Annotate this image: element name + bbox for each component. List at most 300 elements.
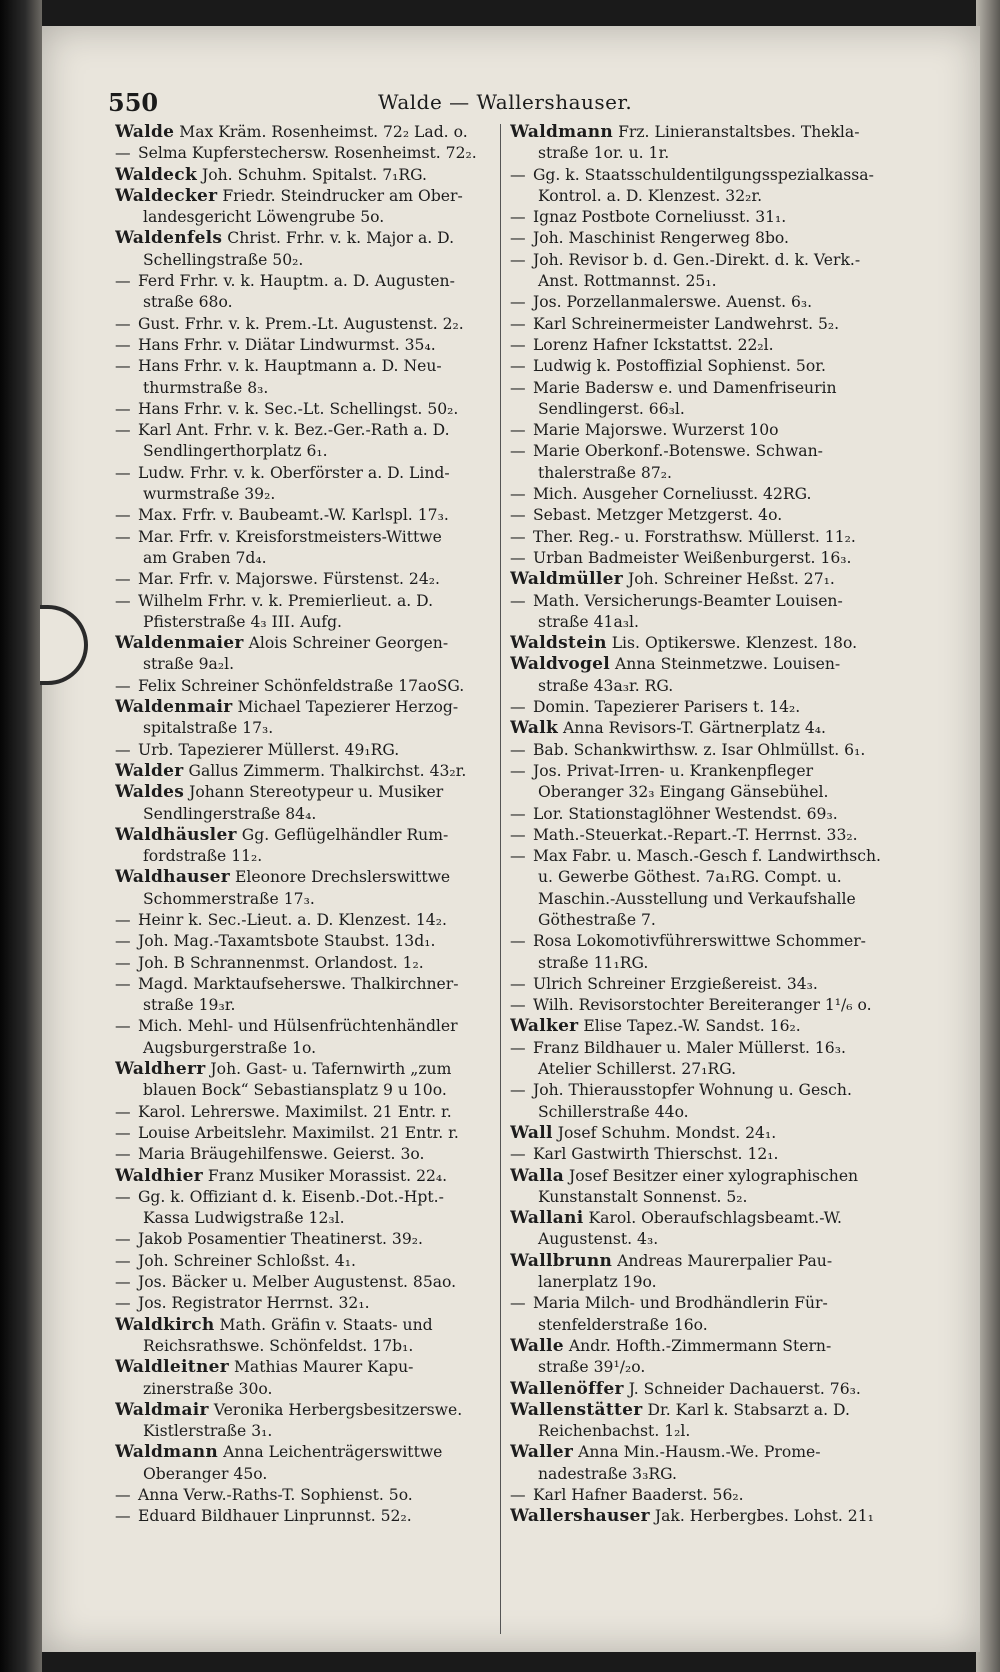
entry-text: Karl Gastwirth Thierschst. 12₁.	[528, 1145, 779, 1164]
entry-surname: Walder	[115, 760, 184, 781]
entry-text: Max Kräm. Rosenheimst. 72₂ Lad. o.	[174, 123, 468, 141]
entry-text: Ther. Reg.- u. Forstrathsw. Müllerst. 11₂.	[528, 527, 856, 546]
entry-text: Domin. Tapezierer Parisers t. 14₂.	[528, 698, 801, 717]
entry-dash: —	[510, 932, 526, 951]
directory-entry	[510, 1464, 888, 1485]
entry-text: Bab. Schankwirthsw. z. Isar Ohlmüllst. 6₁.	[528, 740, 866, 759]
entry-surname: Wall	[510, 1122, 553, 1143]
directory-entry	[510, 378, 888, 399]
entry-text: Johann Stereotypeur u. Musiker	[184, 783, 444, 802]
directory-entry	[510, 1187, 888, 1208]
directory-entry	[510, 165, 888, 186]
directory-entry	[115, 633, 495, 654]
directory-entry	[115, 782, 495, 803]
directory-entry	[115, 1421, 495, 1442]
entry-text: Heinr k. Sec.-Lieut. a. D. Klenzest. 14₂.	[133, 910, 447, 929]
directory-entry	[510, 143, 888, 164]
entry-surname: Waldherr	[115, 1059, 206, 1080]
entry-text: Ludwig k. Postoffizial Sophienst. 5or.	[528, 357, 826, 376]
entry-text: Anna Leichenträgerswittwe	[218, 1443, 443, 1462]
entry-dash: —	[115, 676, 131, 695]
directory-entry	[510, 995, 888, 1016]
entry-dash: —	[510, 421, 526, 440]
entry-dash: —	[115, 953, 131, 972]
directory-entry	[115, 1379, 495, 1400]
entry-text: Joh. Revisor b. d. Gen.-Direkt. d. k. Verk.-	[528, 250, 861, 269]
entry-surname: Waldhäusler	[115, 824, 237, 845]
entry-surname: Waldstein	[510, 633, 607, 654]
entry-dash: —	[115, 527, 131, 546]
directory-entry	[115, 271, 495, 292]
entry-text: Jak. Herbergbes. Lohst. 21₁	[649, 1507, 874, 1526]
directory-entry	[115, 889, 495, 910]
entry-text: thalerstraße 87₂.	[538, 463, 672, 482]
entry-text: Jos. Bäcker u. Melber Augustenst. 85ao.	[133, 1273, 457, 1292]
entry-text: Schillerstraße 44o.	[538, 1102, 689, 1121]
directory-entry	[510, 569, 888, 590]
directory-entry	[115, 1272, 495, 1293]
directory-entry	[510, 250, 888, 271]
entry-text: straße 9a₂l.	[143, 655, 235, 674]
entry-text: Reichenbachst. 1₂l.	[538, 1422, 691, 1441]
directory-entry	[510, 804, 888, 825]
directory-entry	[115, 1187, 495, 1208]
directory-entry	[115, 1059, 495, 1080]
directory-entry	[115, 761, 495, 782]
entry-surname: Waldhauser	[115, 867, 231, 888]
directory-entry	[510, 825, 888, 846]
directory-entry	[115, 676, 495, 697]
entry-text: Joh. Maschinist Rengerweg 8bo.	[528, 229, 790, 248]
directory-entry	[510, 441, 888, 462]
entry-text: straße 39¹/₂o.	[538, 1358, 646, 1377]
entry-text: Joh. B Schrannenmst. Orlandost. 1₂.	[133, 953, 424, 972]
entry-dash: —	[510, 165, 526, 184]
entry-surname: Waldmair	[115, 1399, 209, 1420]
entry-dash: —	[510, 208, 526, 227]
directory-entry	[115, 505, 495, 526]
entry-text: Anna Revisors-T. Gärtnerplatz 4₄.	[558, 719, 827, 738]
directory-entry	[510, 910, 888, 931]
directory-entry	[510, 740, 888, 761]
entry-text: straße 11₁RG.	[538, 953, 649, 972]
entry-text: Franz Bildhauer u. Maler Müllerst. 16₃.	[528, 1038, 846, 1057]
entry-dash: —	[510, 825, 526, 844]
entry-text: zinerstraße 30o.	[143, 1379, 273, 1398]
entry-surname: Wallershauser	[510, 1506, 650, 1527]
entry-dash: —	[115, 314, 131, 333]
entry-text: Jos. Porzellanmalerswe. Auenst. 6₃.	[528, 293, 813, 312]
entry-text: Anst. Rottmannst. 25₁.	[538, 272, 717, 291]
entry-text: Michael Tapezierer Herzog-	[232, 698, 459, 717]
entry-text: Karol. Oberaufschlagsbeamt.-W.	[583, 1209, 842, 1228]
entry-text: Maria Milch- und Brodhändlerin Für-	[528, 1294, 828, 1313]
directory-entry	[510, 335, 888, 356]
directory-entry	[115, 1208, 495, 1229]
directory-entry	[510, 207, 888, 228]
entry-dash: —	[115, 1486, 131, 1504]
entry-dash: —	[115, 932, 131, 951]
book-binding-shadow	[0, 0, 42, 1672]
entry-surname: Waldecker	[115, 185, 218, 206]
directory-entry	[115, 1315, 495, 1336]
directory-entry	[115, 441, 495, 462]
directory-entry	[510, 654, 888, 675]
directory-entry	[510, 463, 888, 484]
entry-text: Ignaz Postbote Corneliusst. 31₁.	[528, 208, 787, 227]
entry-text: Gg. k. Offiziant d. k. Eisenb.-Dot.-Hpt.-	[133, 1187, 444, 1206]
entry-text: Frz. Linieranstaltsbes. Thekla-	[613, 123, 860, 141]
entry-text: nadestraße 3₃RG.	[538, 1464, 677, 1483]
directory-entry	[115, 1166, 495, 1187]
entry-text: Wilhelm Frhr. v. k. Premierlieut. a. D.	[133, 591, 434, 610]
directory-entry	[510, 1272, 888, 1293]
directory-entry	[510, 505, 888, 526]
entry-dash: —	[510, 591, 526, 610]
directory-entry	[115, 825, 495, 846]
directory-entry	[510, 1016, 888, 1037]
entry-text: Mar. Frfr. v. Majorswe. Fürstenst. 24₂.	[133, 570, 440, 589]
directory-entry	[510, 228, 888, 249]
entry-text: fordstraße 11₂.	[143, 847, 263, 866]
directory-entry	[115, 335, 495, 356]
entry-text: Friedr. Steindrucker am Ober-	[217, 186, 463, 205]
directory-entry	[115, 1038, 495, 1059]
entry-dash: —	[115, 1017, 131, 1036]
directory-entry	[115, 995, 495, 1016]
entry-text: Lor. Stationstaglöhner Westendst. 69₃.	[528, 804, 838, 823]
entry-text: Gust. Frhr. v. k. Prem.-Lt. Augustenst. 2₂.	[133, 314, 464, 333]
entry-dash: —	[510, 698, 526, 717]
entry-text: Oberanger 45o.	[143, 1464, 268, 1483]
directory-entry	[510, 697, 888, 718]
entry-text: Jos. Registrator Herrnst. 32₁.	[133, 1294, 370, 1313]
directory-entry	[115, 718, 495, 739]
entry-text: Kunstanstalt Sonnenst. 5₂.	[538, 1187, 748, 1206]
directory-entry	[115, 697, 495, 718]
entry-dash: —	[115, 357, 131, 376]
entry-text: Math. Gräfin v. Staats- und	[214, 1315, 433, 1334]
entry-text: am Graben 7d₄.	[143, 548, 267, 567]
entry-dash: —	[115, 1187, 131, 1206]
entry-surname: Waldmann	[510, 122, 614, 142]
entry-surname: Waldenmair	[115, 697, 233, 718]
directory-entry	[510, 1144, 888, 1165]
directory-entry	[510, 527, 888, 548]
directory-entry	[510, 761, 888, 782]
directory-entry	[115, 165, 495, 186]
entry-text: Alois Schreiner Georgen-	[243, 634, 449, 653]
entry-text: Augsburgerstraße 1o.	[143, 1038, 317, 1057]
left-column	[115, 122, 495, 1528]
entry-dash: —	[115, 740, 131, 759]
directory-entry	[510, 1442, 888, 1463]
entry-dash: —	[510, 804, 526, 823]
directory-entry	[115, 399, 495, 420]
entry-dash: —	[510, 378, 526, 397]
directory-entry	[510, 314, 888, 335]
page-number: 550	[108, 88, 159, 117]
directory-entry	[510, 974, 888, 995]
entry-text: Hans Frhr. v. Diätar Lindwurmst. 35₄.	[133, 335, 436, 354]
directory-entry	[510, 1336, 888, 1357]
entry-text: Kistlerstraße 3₁.	[143, 1422, 273, 1441]
entry-dash: —	[510, 442, 526, 461]
directory-entry	[510, 1166, 888, 1187]
entry-text: Joh. Thierausstopfer Wohnung u. Gesch.	[528, 1081, 852, 1100]
entry-text: J. Schneider Dachauerst. 76₃.	[623, 1379, 861, 1398]
directory-entry	[510, 1400, 888, 1421]
entry-text: Mar. Frfr. v. Kreisforstmeisters-Wittwe	[133, 527, 442, 546]
entry-surname: Waldeck	[115, 164, 198, 185]
page-header	[108, 88, 948, 122]
entry-text: Ferd Frhr. v. k. Hauptm. a. D. Augusten-	[133, 272, 455, 291]
entry-dash: —	[115, 1123, 131, 1142]
entry-text: Franz Musiker Morassist. 22₄.	[202, 1166, 448, 1185]
entry-text: Sendlingerstraße 84₄.	[143, 804, 317, 823]
entry-surname: Wallbrunn	[510, 1250, 613, 1271]
entry-dash: —	[115, 463, 131, 482]
entry-text: Augustenst. 4₃.	[538, 1230, 659, 1249]
directory-entry	[510, 782, 888, 803]
entry-text: Kassa Ludwigstraße 12₃l.	[143, 1209, 345, 1228]
entry-dash: —	[510, 847, 526, 866]
entry-dash: —	[115, 570, 131, 589]
entry-dash: —	[115, 1145, 131, 1164]
entry-text: Göthestraße 7.	[538, 910, 656, 929]
entry-text: Marie Majorswe. Wurzerst 10o	[528, 421, 779, 440]
entry-dash: —	[115, 1507, 131, 1526]
entry-dash: —	[510, 974, 526, 993]
entry-text: Mich. Mehl- und Hülsenfrüchtenhändler	[133, 1017, 458, 1036]
directory-entry	[510, 676, 888, 697]
entry-dash: —	[510, 1145, 526, 1164]
entry-surname: Waldenfels	[115, 228, 223, 249]
entry-dash: —	[510, 314, 526, 333]
directory-entry	[510, 1251, 888, 1272]
entry-text: Urban Badmeister Weißenburgerst. 16₃.	[528, 548, 852, 567]
directory-entry	[115, 484, 495, 505]
entry-text: Sendlingerst. 66₃l.	[538, 399, 685, 418]
directory-entry	[510, 399, 888, 420]
entry-text: Veronika Herbergsbesitzerswe.	[208, 1400, 463, 1419]
directory-entry	[115, 548, 495, 569]
directory-entry	[115, 420, 495, 441]
entry-text: Schellingstraße 50₂.	[143, 250, 304, 269]
entry-text: Joh. Schreiner Heßst. 27₁.	[623, 570, 835, 589]
right-column	[510, 122, 888, 1528]
directory-entry	[510, 271, 888, 292]
entry-text: Kontrol. a. D. Klenzest. 32₂r.	[538, 186, 763, 205]
directory-entry	[510, 1059, 888, 1080]
entry-text: Hans Frhr. v. k. Sec.-Lt. Schellingst. 50₂.	[133, 399, 459, 418]
entry-text: Joh. Schuhm. Spitalst. 7₁RG.	[197, 165, 427, 184]
directory-entry	[115, 953, 495, 974]
entry-text: Karl Schreinermeister Landwehrst. 5₂.	[528, 314, 840, 333]
directory-entry	[115, 1080, 495, 1101]
entry-text: Felix Schreiner Schönfeldstraße 17aoSG.	[133, 676, 465, 695]
entry-dash: —	[510, 527, 526, 546]
directory-entry	[115, 463, 495, 484]
entry-dash: —	[115, 144, 131, 163]
entry-text: Selma Kupferstechersw. Rosenheimst. 72₂.	[133, 144, 477, 163]
entry-dash: —	[510, 740, 526, 759]
entry-surname: Waldvogel	[510, 654, 611, 675]
entry-text: Eleonore Drechslerswittwe	[230, 868, 451, 887]
entry-dash: —	[115, 506, 131, 525]
directory-entry	[115, 1251, 495, 1272]
entry-surname: Waldhier	[115, 1165, 203, 1186]
entry-dash: —	[115, 1102, 131, 1121]
entry-text: Lorenz Hafner Ickstattst. 22₂l.	[528, 335, 774, 354]
entry-text: Sendlingerthorplatz 6₁.	[143, 442, 328, 461]
entry-surname: Waller	[510, 1442, 574, 1463]
entry-dash: —	[510, 1081, 526, 1100]
entry-surname: Wallani	[510, 1208, 584, 1229]
entry-dash: —	[510, 506, 526, 525]
directory-entry	[510, 1293, 888, 1314]
entry-dash: —	[115, 335, 131, 354]
directory-entry	[115, 314, 495, 335]
entry-text: Ulrich Schreiner Erzgießereist. 34₃.	[528, 974, 818, 993]
directory-entry	[115, 122, 495, 143]
entry-text: u. Gewerbe Göthest. 7a₁RG. Compt. u.	[538, 868, 842, 887]
entry-text: Anna Verw.-Raths-T. Sophienst. 5o.	[133, 1486, 413, 1504]
directory-entry	[510, 1315, 888, 1336]
directory-entry	[510, 548, 888, 569]
entry-text: wurmstraße 39₂.	[143, 485, 276, 504]
entry-dash: —	[510, 761, 526, 780]
directory-entry	[510, 186, 888, 207]
entry-text: Hans Frhr. v. k. Hauptmann a. D. Neu-	[133, 357, 442, 376]
directory-entry	[115, 974, 495, 995]
directory-entry	[115, 1123, 495, 1144]
entry-text: Sebast. Metzger Metzgerst. 4o.	[528, 506, 783, 525]
directory-entry	[115, 143, 495, 164]
entry-dash: —	[510, 1486, 526, 1504]
directory-entry	[115, 804, 495, 825]
entry-text: Marie Badersw e. und Damenfriseurin	[528, 378, 837, 397]
directory-entry	[510, 1421, 888, 1442]
directory-entry	[115, 846, 495, 867]
entry-surname: Walde	[115, 122, 175, 142]
directory-entry	[115, 1464, 495, 1485]
directory-entry	[115, 1442, 495, 1463]
entry-text: Dr. Karl k. Stabsarzt a. D.	[642, 1400, 850, 1419]
directory-entry	[115, 569, 495, 590]
entry-text: stenfelderstraße 16o.	[538, 1315, 708, 1334]
entry-text: Joh. Mag.-Taxamtsbote Staubst. 13d₁.	[133, 932, 436, 951]
directory-entry	[510, 1357, 888, 1378]
directory-entry	[115, 527, 495, 548]
directory-entry	[510, 1506, 888, 1527]
directory-entry	[510, 1038, 888, 1059]
entry-dash: —	[115, 1230, 131, 1249]
directory-entry	[115, 612, 495, 633]
directory-entry	[510, 292, 888, 313]
entry-dash: —	[115, 591, 131, 610]
entry-dash: —	[510, 357, 526, 376]
entry-text: Josef Schuhm. Mondst. 24₁.	[552, 1123, 777, 1142]
entry-text: Maschin.-Ausstellung und Verkaufshalle	[538, 889, 856, 908]
entry-surname: Waldkirch	[115, 1314, 215, 1335]
directory-entry	[115, 207, 495, 228]
entry-text: Jos. Privat-Irren- u. Krankenpfleger	[528, 761, 814, 780]
entry-text: Elise Tapez.-W. Sandst. 16₂.	[578, 1017, 801, 1036]
entry-text: Reichsrathswe. Schönfeldst. 17b₁.	[143, 1336, 414, 1355]
directory-entry	[115, 250, 495, 271]
entry-surname: Waldes	[115, 782, 185, 803]
entry-text: Maria Bräugehilfenswe. Geierst. 3o.	[133, 1145, 425, 1164]
directory-entry	[115, 1144, 495, 1165]
directory-entry	[115, 1293, 495, 1314]
directory-entry	[115, 292, 495, 313]
directory-entry	[115, 1102, 495, 1123]
directory-entry	[510, 1229, 888, 1250]
entry-text: spitalstraße 17₃.	[143, 719, 274, 738]
entry-text: Wilh. Revisorstochter Bereiteranger 1¹/₆ o.	[528, 996, 872, 1015]
entry-text: Math. Versicherungs-Beamter Louisen-	[528, 591, 843, 610]
entry-text: Andr. Hofth.-Zimmermann Stern-	[563, 1336, 832, 1355]
entry-text: Louise Arbeitslehr. Maximilst. 21 Entr. r.	[133, 1123, 459, 1142]
entry-dash: —	[510, 485, 526, 504]
directory-entry	[510, 867, 888, 888]
entry-text: Urb. Tapezierer Müllerst. 49₁RG.	[133, 740, 400, 759]
entry-text: Christ. Frhr. v. k. Major a. D.	[222, 229, 455, 248]
directory-entry	[115, 1336, 495, 1357]
entry-dash: —	[510, 1038, 526, 1057]
entry-text: Pfisterstraße 4₃ III. Aufg.	[143, 612, 343, 631]
entry-dash: —	[115, 1294, 131, 1313]
entry-text: Andreas Maurerpalier Pau-	[612, 1251, 833, 1270]
entry-text: Rosa Lokomotivführerswittwe Schommer-	[528, 932, 866, 951]
entry-text: Atelier Schillerst. 27₁RG.	[538, 1060, 737, 1079]
directory-entry	[510, 931, 888, 952]
directory-entry	[510, 1485, 888, 1506]
running-head: Walde — Wallershauser.	[378, 90, 633, 114]
entry-text: Max. Frfr. v. Baubeamt.-W. Karlspl. 17₃.	[133, 506, 449, 525]
entry-dash: —	[510, 1294, 526, 1313]
entry-surname: Wallenöffer	[510, 1378, 624, 1399]
directory-entry	[115, 931, 495, 952]
directory-entry	[115, 1357, 495, 1378]
directory-entry	[115, 1016, 495, 1037]
directory-entry	[115, 356, 495, 377]
directory-entry	[510, 889, 888, 910]
entry-text: Anna Min.-Hausm.-We. Prome-	[573, 1443, 821, 1462]
entry-text: straße 68o.	[143, 293, 233, 312]
directory-entry	[115, 1506, 495, 1527]
entry-text: Mathias Maurer Kapu-	[229, 1358, 414, 1377]
directory-entry	[510, 718, 888, 739]
entry-dash: —	[510, 548, 526, 567]
entry-text: straße 41a₃l.	[538, 612, 639, 631]
directory-entry	[510, 484, 888, 505]
directory-entry	[115, 186, 495, 207]
entry-text: Gallus Zimmerm. Thalkirchst. 43₂r.	[183, 761, 467, 780]
directory-entry	[510, 122, 888, 143]
entry-dash: —	[115, 910, 131, 929]
entry-surname: Waldmüller	[510, 569, 624, 590]
entry-text: Gg. Geflügelhändler Rum-	[236, 825, 449, 844]
directory-entry	[115, 1485, 495, 1506]
entry-dash: —	[510, 996, 526, 1015]
entry-text: Mich. Ausgeher Corneliusst. 42RG.	[528, 485, 812, 504]
directory-entry	[115, 378, 495, 399]
entry-dash: —	[115, 1251, 131, 1270]
column-divider	[500, 124, 501, 1634]
entry-dash: —	[510, 335, 526, 354]
